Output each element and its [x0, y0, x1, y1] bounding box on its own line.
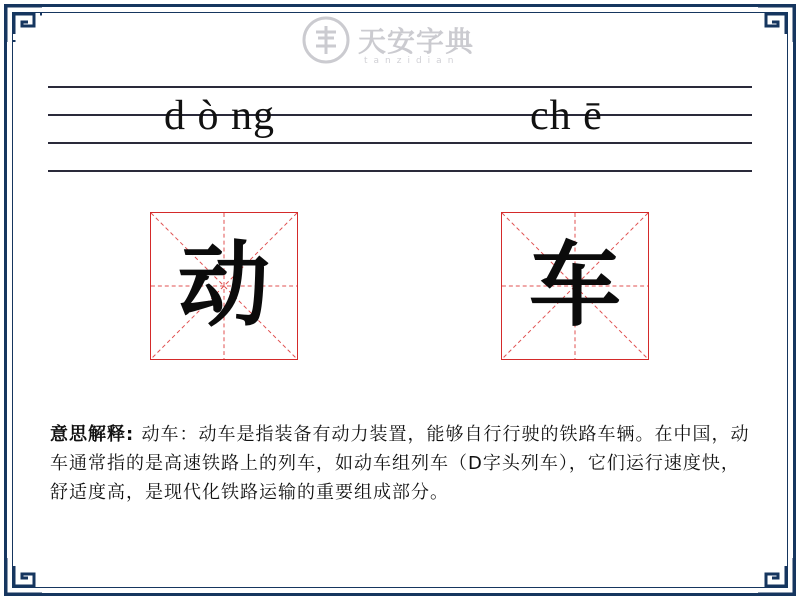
pinyin-lines: [48, 86, 752, 174]
pinyin-first: d ò ng: [164, 93, 275, 139]
pinyin-line-4: [48, 170, 752, 172]
seal-icon: [302, 16, 350, 64]
explanation-colon: :: [126, 424, 142, 445]
corner-ornament-bottom-right: [756, 556, 796, 596]
site-logo: [302, 14, 502, 70]
character-box-2: [501, 212, 649, 360]
corner-ornament-bottom-left: [4, 556, 44, 596]
explanation-text: 动车：动车是指装备有动力装置，能够自行行驶的铁路车辆。在中国，动车通常指的是高速铁路上的列车，如动车组列车（D字头列车），它们运行速度快，舒适度高，是现代化铁路运输的重要组成部分。: [50, 424, 750, 503]
corner-ornament-top-right: [756, 4, 796, 44]
pinyin-line-1: [48, 86, 752, 88]
pinyin-line-3: [48, 142, 752, 144]
character-1: 动: [177, 232, 270, 339]
character-2: 车: [528, 232, 621, 339]
pinyin-second: ch ē: [530, 93, 603, 139]
character-box-1: [150, 212, 298, 360]
corner-ornament-top-left: [4, 4, 44, 44]
explanation-label: 意思解释: [50, 424, 126, 445]
logo-title: 天安字典: [358, 25, 475, 58]
explanation-block: [50, 420, 750, 507]
pinyin-line-2: [48, 114, 752, 116]
logo-subtitle: tanzidian: [364, 56, 460, 66]
